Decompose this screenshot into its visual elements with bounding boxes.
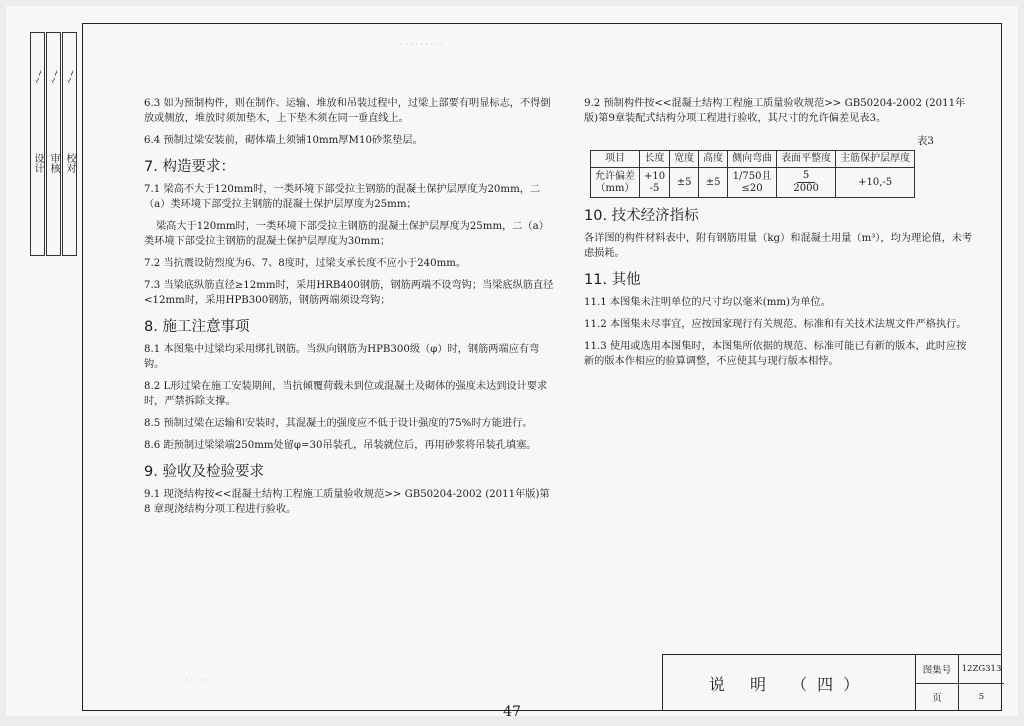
table-cell-height: ±5 xyxy=(699,168,728,198)
table-header-row xyxy=(591,151,915,168)
table-header-cell: 长度 xyxy=(640,151,670,168)
heading-9: 9. 验收及检验要求 xyxy=(144,464,264,480)
signature-column xyxy=(30,32,45,256)
tolerance-table xyxy=(590,150,915,198)
page-label: 页 xyxy=(916,683,959,711)
table-header-cell: 宽度 xyxy=(670,151,699,168)
para-8-6: 8.6 距预制过梁梁端250mm处留φ=30吊装孔，吊装就位后，再用砂浆将吊装孔填塞。 xyxy=(144,440,537,451)
handwritten-signature: ~~ xyxy=(48,68,63,86)
page-number: 47 xyxy=(503,704,521,720)
para-7-1a: 7.1 梁高不大于120mm时，一类环境下部受拉主钢筋的混凝土保护层厚度为20mm，二（a）类环境下部受拉主钢筋的混凝土保护层厚度为25mm； xyxy=(144,184,541,210)
fraction-denominator: 2000 xyxy=(793,183,819,194)
para-8-1: 8.1 本图集中过梁均采用绑扎钢筋。当纵向钢筋为HPB300级（φ）时，钢筋两端应有弯钩。 xyxy=(144,344,540,370)
para-6-4: 6.4 预制过梁安装前，砌体墙上须铺10mm厚M10砂浆垫层。 xyxy=(144,135,423,146)
para-11-3: 11.3 使用或选用本图集时，本图集所依据的规范、标准可能已有新的版本，此时应按新的版本作相应的验算调整，不应使其与现行版本相悖。 xyxy=(584,341,967,367)
signature-column xyxy=(62,32,77,256)
fraction-numerator: 5 xyxy=(797,170,815,183)
atlas-number-value: 12ZG313 xyxy=(961,664,1002,674)
table-caption: 表3 xyxy=(916,135,934,147)
strip-label-design: 设计 xyxy=(32,153,43,173)
table-row-label: 允许偏差（mm） xyxy=(591,168,640,198)
bleed-through-mark: · · · · · · · · · xyxy=(400,40,444,49)
para-8-5: 8.5 预制过梁在运输和安装时，其混凝土的强度应不低于设计强度的75%时方能进行。 xyxy=(144,418,533,429)
para-9-2: 9.2 预制构件按<<混凝土结构工程施工质量验收规范>> GB50204-2002 (2011年版)第9章装配式结构分项工程进行验收，其尺寸的允许偏差见表3。 xyxy=(584,98,966,124)
title-block xyxy=(662,654,1002,711)
table-cell-bend: 1/750且 ≤20 xyxy=(728,168,777,198)
signature-strip xyxy=(30,32,78,256)
para-6-3: 6.3 如为预制构件，则在制作、运输、堆放和吊装过程中，过梁上部要有明显标志，不得倒放或侧放，堆放时须加垫木，上下垫木须在同一垂直线上。 xyxy=(144,98,551,124)
handwritten-signature: ~~ xyxy=(32,68,47,86)
bleed-through-mark: · · · · · · xyxy=(180,676,208,685)
table-cell-cover: +10,-5 xyxy=(836,168,915,198)
strip-label-review: 审核 xyxy=(48,153,59,173)
para-7-1b: 梁高大于120mm时，一类环境下部受拉主钢筋的混凝土保护层厚度为25mm，二（a）类环境下部受拉主钢筋的混凝土保护层厚度为30mm； xyxy=(144,221,549,247)
table-cell-length: +10 -5 xyxy=(640,168,670,198)
para-7-3: 7.3 当梁底纵筋直径≥12mm时，采用HRB400钢筋，钢筋两端不设弯钩；当梁底纵筋直径<12mm时，采用HPB300钢筋，钢筋两端须设弯钩； xyxy=(144,280,554,306)
para-11-1: 11.1 本图集未注明单位的尺寸均以毫米(mm)为单位。 xyxy=(584,297,831,308)
table-row xyxy=(591,168,915,198)
para-11-2: 11.2 本图集未尽事宜，应按国家现行有关规范、标准和有关技术法规文件严格执行。 xyxy=(584,319,967,330)
heading-10: 10. 技术经济指标 xyxy=(584,208,699,224)
para-8-2: 8.2 L形过梁在施工安装期间，当抗倾覆荷载未到位或混凝土及砌体的强度未达到设计要求时，严禁拆除支撑。 xyxy=(144,381,548,407)
table-cell-width: ±5 xyxy=(670,168,699,198)
title-block-grid xyxy=(915,655,1004,711)
page-value: 5 xyxy=(978,692,985,702)
table-header-cell: 高度 xyxy=(699,151,728,168)
table-header-cell: 表面平整度 xyxy=(777,151,836,168)
heading-7: 7. 构造要求： xyxy=(144,159,235,175)
signature-column xyxy=(46,32,61,256)
strip-label-check: 校对 xyxy=(64,153,75,173)
heading-8: 8. 施工注意事项 xyxy=(144,319,250,335)
table-header-cell: 项目 xyxy=(591,151,640,168)
para-7-2: 7.2 当抗震设防烈度为6、7、8度时，过梁支承长度不应小于240mm。 xyxy=(144,258,467,269)
table-header-cell: 侧向弯曲 xyxy=(728,151,777,168)
table-header-cell: 主筋保护层厚度 xyxy=(836,151,915,168)
table-cell-flatness xyxy=(777,168,836,198)
para-10: 各详图的构件材料表中，附有钢筋用量（kg）和混凝土用量（m³），均为理论值，未考虑损耗。 xyxy=(584,233,973,259)
atlas-number-row xyxy=(916,655,1004,684)
para-9-1: 9.1 现浇结构按<<混凝土结构工程施工质量验收规范>> GB50204-2002 (2011年版)第8 章现浇结构分项工程进行验收。 xyxy=(144,489,550,515)
handwritten-signature: ~~ xyxy=(64,68,79,86)
sheet-title: 说 明 （四） xyxy=(708,674,870,694)
atlas-number-label: 图集号 xyxy=(916,655,959,683)
right-column xyxy=(584,96,974,376)
left-column xyxy=(144,96,554,524)
heading-11: 11. 其他 xyxy=(584,272,641,288)
